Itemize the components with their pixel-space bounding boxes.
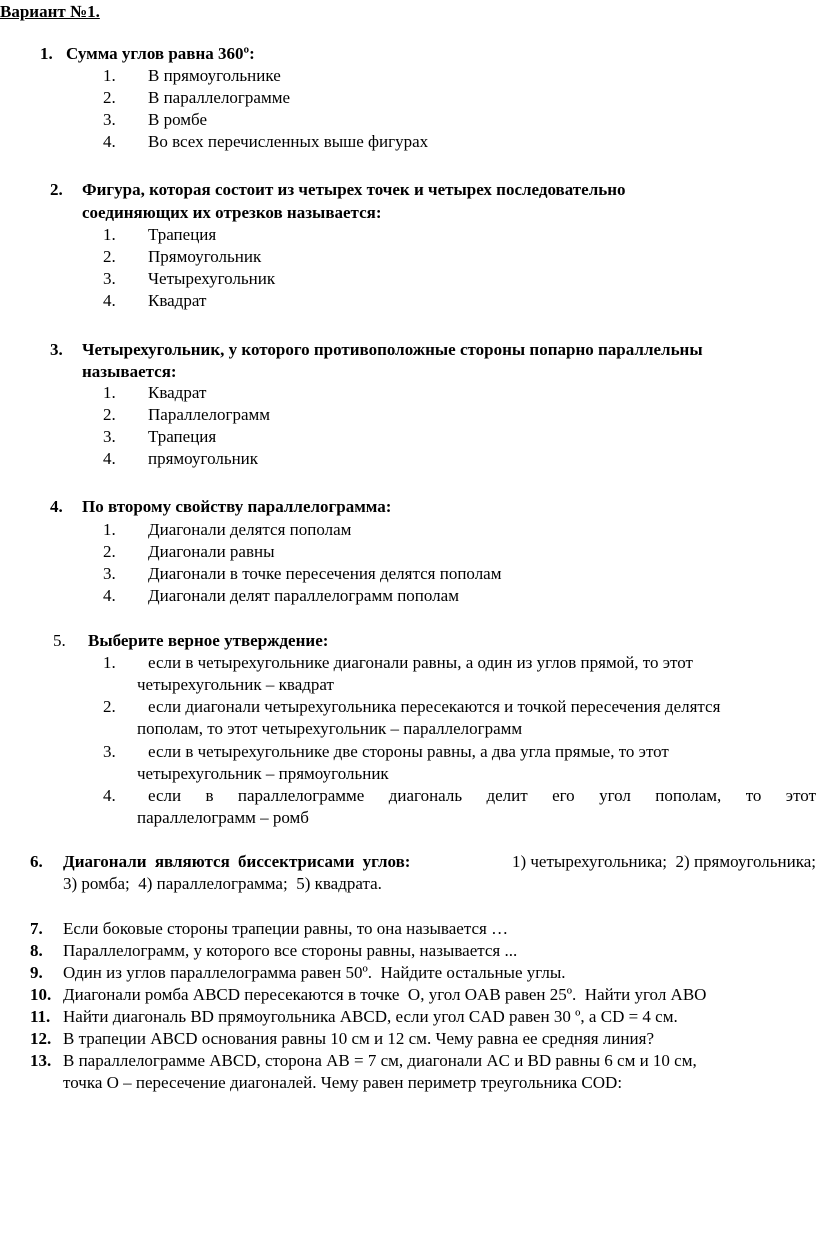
task-8-text: Параллелограмм, у которого все стороны равны, называется ... [63,941,518,960]
task-10-number: 10. [30,985,52,1004]
question-3-text-line1: Четырехугольник, у которого противоположные стороны попарно параллельны [82,340,703,359]
variant-title: Вариант №1. [0,2,100,21]
option-number: 4. [103,586,116,605]
question-2-number: 2. [50,180,63,199]
question-3-text-line2: называется: [82,362,177,381]
question-1-option-3: В ромбе [148,110,207,129]
option-number: 4. [103,291,116,310]
option-number: 1. [103,225,116,244]
option-number: 3. [103,564,116,583]
option-number: 2. [103,405,116,424]
question-6-choices: 1) четырехугольника; 2) прямоугольника; [511,852,816,871]
question-4-text: По второму свойству параллелограмма: [82,497,392,516]
question-1-number: 1. [40,44,53,63]
option-number: 3. [103,110,116,129]
option-number: 2. [103,542,116,561]
option-number: 2. [103,247,116,266]
question-2-option-3: Четырехугольник [148,269,276,288]
question-2-option-4: Квадрат [148,291,207,310]
option-number: 1. [103,653,116,672]
task-9-number: 9. [30,963,43,982]
question-4-option-3: Диагонали в точке пересечения делятся пополам [148,564,502,583]
question-1-option-1: В прямоугольнике [148,66,281,85]
question-5-option-3-line1: если в четырехугольнике две стороны равны, а два угла прямые, то этот [148,742,669,761]
question-5-option-1-line2: четырехугольник – квадрат [137,675,334,694]
question-3-number: 3. [50,340,63,359]
task-9-text: Один из углов параллелограмма равен 50º. Найдите остальные углы. [63,963,566,982]
question-3-option-2: Параллелограмм [148,405,271,424]
question-4-option-1: Диагонали делятся пополам [148,520,352,539]
option-number: 1. [103,66,116,85]
option-number: 3. [103,269,116,288]
question-4-option-4: Диагонали делят параллелограмм пополам [148,586,459,605]
question-1-text: Сумма углов равна 360º: [66,44,255,63]
option-number: 1. [103,520,116,539]
question-2-option-2: Прямоугольник [148,247,262,266]
question-5-option-2-line2: пополам, то этот четырехугольник – параллелограмм [137,719,523,738]
task-8-number: 8. [30,941,43,960]
task-13-text-line2: точка O – пересечение диагоналей. Чему равен периметр треугольника COD: [63,1073,623,1092]
question-3-option-3: Трапеция [148,427,217,446]
question-5-text: Выберите верное утверждение: [88,631,329,650]
task-10-text: Диагонали ромба ABCD пересекаются в точке O, угол OAB равен 25º. Найти угол ABO [63,985,707,1004]
task-12-text: В трапеции ABCD основания равны 10 см и 12 см. Чему равна ее средняя линия? [63,1029,654,1048]
task-7-text: Если боковые стороны трапеции равны, то она называется … [63,919,509,938]
question-1-option-4: Во всех перечисленных выше фигурах [148,132,429,151]
task-12-number: 12. [30,1029,52,1048]
option-number: 3. [103,427,116,446]
question-5-option-3-line2: четырехугольник – прямоугольник [137,764,389,783]
question-6-line1 [63,851,816,873]
question-5-option-1-line1: если в четырехугольнике диагонали равны, а один из углов прямой, то этот [148,653,693,672]
question-2-text-line2: соединяющих их отрезков называется: [82,203,382,222]
question-5-number: 5. [53,631,66,650]
option-number: 4. [103,449,116,468]
option-number: 4. [103,132,116,151]
question-5-option-4-line2: параллелограмм – ромб [137,808,309,827]
question-6-line2: 3) ромба; 4) параллелограмма; 5) квадрата. [63,874,382,893]
task-7-number: 7. [30,919,43,938]
question-2-text-line1: Фигура, которая состоит из четырех точек и четырех последовательно [82,180,626,199]
question-4-option-2: Диагонали равны [148,542,275,561]
option-number: 4. [103,786,116,805]
task-11-number: 11. [30,1007,51,1026]
question-2-option-1: Трапеция [148,225,217,244]
question-3-option-1: Квадрат [148,383,207,402]
option-number: 3. [103,742,116,761]
task-13-text-line1: В параллелограмме ABCD, сторона AB = 7 см, диагонали AC и BD равны 6 см и 10 см, [63,1051,697,1070]
task-11-text: Найти диагональ BD прямоугольника ABCD, если угол CAD равен 30 º, а CD = 4 см. [63,1007,678,1026]
question-6-bold-text: Диагонали являются биссектрисами углов: [63,852,411,871]
option-number: 2. [103,88,116,107]
question-6-number: 6. [30,852,43,871]
question-1-option-2: В параллелограмме [148,88,291,107]
question-3-option-4: прямоугольник [148,449,259,468]
question-5-option-2-line1: если диагонали четырехугольника пересекаются и точкой пересечения делятся [148,697,721,716]
question-5-option-4-line1: если в параллелограмме диагональ делит его угол пополам, то этот [148,786,816,805]
option-number: 2. [103,697,116,716]
question-4-number: 4. [50,497,63,516]
task-13-number: 13. [30,1051,52,1070]
option-number: 1. [103,383,116,402]
